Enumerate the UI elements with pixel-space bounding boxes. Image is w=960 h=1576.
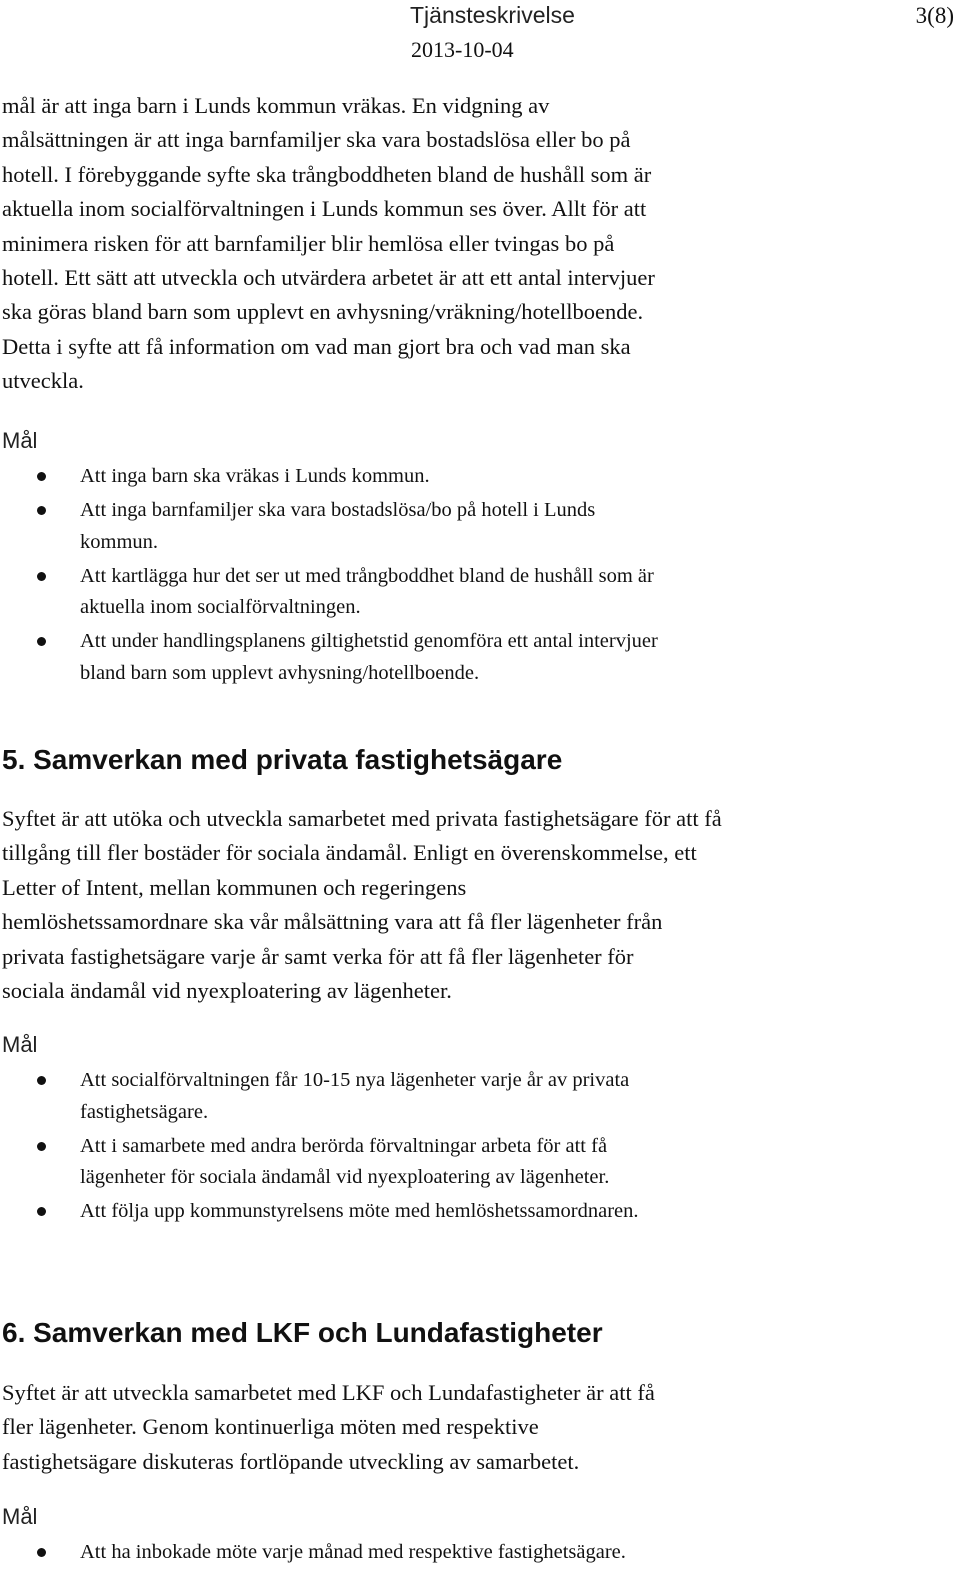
intro-paragraph bbox=[2, 89, 954, 399]
text-line: hotell. Ett sätt att utveckla och utvärdera arbetet är att ett antal intervjuer bbox=[2, 265, 655, 291]
list-item bbox=[0, 1065, 940, 1128]
list-item bbox=[0, 495, 940, 558]
intro-goals-list bbox=[0, 461, 940, 692]
list-item bbox=[0, 626, 940, 689]
bullet-icon bbox=[37, 506, 46, 515]
text-line: tillgång till fler bostäder för sociala ändamål. Enligt en överenskommelse, ett bbox=[2, 840, 697, 866]
list-item-text: bland barn som upplevt avhysning/hotellboende. bbox=[80, 661, 480, 684]
goals-heading: Mål bbox=[2, 1032, 38, 1057]
list-item-text: aktuella inom socialförvaltningen. bbox=[80, 596, 361, 618]
text-line: fler lägenheter. Genom kontinuerliga möten med respektive bbox=[2, 1414, 539, 1440]
text-line: hotell. I förebyggande syfte ska trångboddheten bland de hushåll som är bbox=[2, 161, 652, 187]
list-item bbox=[0, 561, 940, 624]
list-item-text: Att inga barnfamiljer ska vara bostadslösa/bo på hotell i Lunds bbox=[80, 499, 596, 521]
text-line: privata fastighetsägare varje år samt verka för att få fler lägenheter för bbox=[2, 943, 634, 969]
page-number: 3(8) bbox=[915, 3, 954, 28]
section-heading-5: 5. Samverkan med privata fastighetsägare bbox=[2, 744, 563, 775]
document-date: 2013-10-04 bbox=[411, 37, 514, 62]
text-line: ska göras bland barn som upplevt en avhysning/vräkning/hotellboende. bbox=[2, 299, 644, 325]
goals-heading: Mål bbox=[2, 428, 38, 453]
list-item bbox=[0, 1196, 940, 1228]
list-item-text: Att ha inbokade möte varje månad med respektive fastighetsägare. bbox=[80, 1541, 626, 1563]
text-line: Detta i syfte att få information om vad man gjort bra och vad man ska bbox=[2, 333, 631, 359]
bullet-icon bbox=[37, 1207, 46, 1216]
list-item-text: kommun. bbox=[80, 530, 159, 553]
bullet-icon bbox=[37, 637, 46, 646]
text-line: aktuella inom socialförvaltningen i Lunds kommun ses över. Allt för att bbox=[2, 196, 647, 222]
list-item-text: Att kartlägga hur det ser ut med trångboddhet bland de hushåll som är bbox=[80, 564, 654, 587]
bullet-icon bbox=[37, 1076, 46, 1085]
goals-heading: Mål bbox=[2, 1504, 38, 1529]
text-line: utveckla. bbox=[2, 368, 84, 394]
text-line: Syftet är att utveckla samarbetet med LKF och Lundafastigheter är att få bbox=[2, 1380, 655, 1405]
section5-paragraph bbox=[2, 802, 954, 1008]
list-item-text: Att inga barn ska vräkas i Lunds kommun. bbox=[80, 465, 430, 487]
bullet-icon bbox=[37, 472, 46, 481]
section5-goals-list bbox=[0, 1065, 940, 1230]
section6-paragraph bbox=[2, 1376, 954, 1479]
bullet-icon bbox=[37, 1548, 46, 1557]
text-line: Syftet är att utöka och utveckla samarbetet med privata fastighetsägare för att få bbox=[2, 806, 722, 831]
list-item-text: Att i samarbete med andra berörda förvaltningar arbeta för att få bbox=[80, 1134, 608, 1157]
list-item-text: Att följa upp kommunstyrelsens möte med hemlöshetssamordnaren. bbox=[80, 1200, 639, 1222]
list-item-text: Att socialförvaltningen får 10-15 nya lägenheter varje år av privata bbox=[80, 1069, 630, 1091]
bullet-icon bbox=[37, 1142, 46, 1151]
bullet-icon bbox=[37, 572, 46, 581]
text-line: minimera risken för att barnfamiljer blir hemlösa eller tvingas bo på bbox=[2, 230, 615, 256]
list-item bbox=[0, 1537, 940, 1569]
document-type-title: Tjänsteskrivelse bbox=[410, 2, 575, 28]
text-line: fastighetsägare diskuteras fortlöpande utveckling av samarbetet. bbox=[2, 1448, 580, 1474]
list-item bbox=[0, 1131, 940, 1194]
text-line: hemlöshetssamordnare ska vår målsättning vara att få fler lägenheter från bbox=[2, 909, 663, 935]
text-line: målsättningen är att inga barnfamiljer ska vara bostadslösa eller bo på bbox=[2, 127, 631, 153]
text-line: Letter of Intent, mellan kommunen och regeringens bbox=[2, 874, 467, 900]
list-item-text: lägenheter för sociala ändamål vid nyexploatering av lägenheter. bbox=[80, 1166, 610, 1188]
list-item bbox=[0, 461, 940, 493]
text-line: mål är att inga barn i Lunds kommun vräkas. En vidgning av bbox=[2, 93, 550, 118]
list-item-text: Att under handlingsplanens giltighetstid genomföra ett antal intervjuer bbox=[80, 630, 658, 652]
text-line: sociala ändamål vid nyexploatering av lägenheter. bbox=[2, 978, 452, 1004]
section6-goals-list bbox=[0, 1537, 940, 1571]
section-heading-6: 6. Samverkan med LKF och Lundafastigheter bbox=[2, 1317, 603, 1348]
list-item-text: fastighetsägare. bbox=[80, 1100, 209, 1123]
